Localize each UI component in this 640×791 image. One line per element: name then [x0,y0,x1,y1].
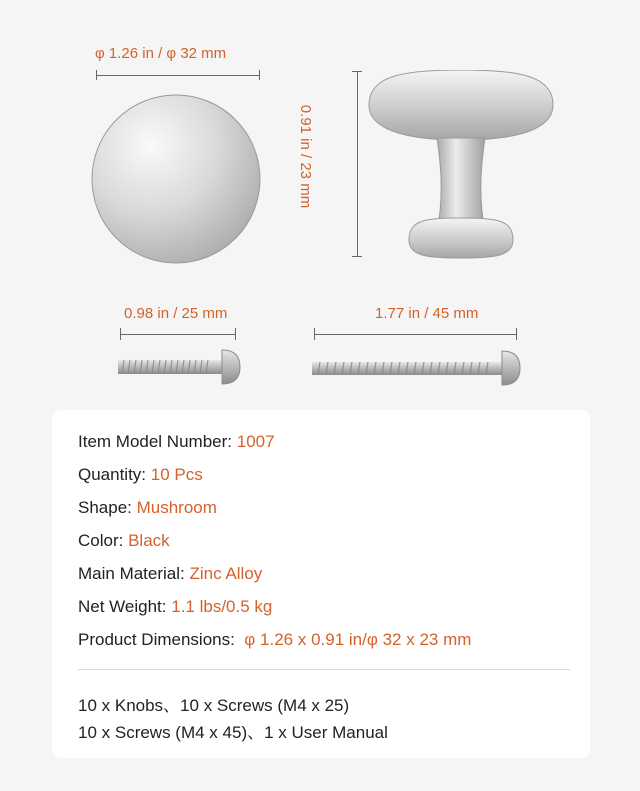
spec-dimensions: Product Dimensions: φ 1.26 x 0.91 in/φ 32 x 23 mm [78,630,472,649]
screw-long-image [312,350,522,386]
short-tick-right [235,328,236,340]
screw-short-image [118,348,242,386]
spec-card [52,410,590,758]
package-line-1: 10 x Knobs、10 x Screws (M4 x 25) [78,696,350,715]
screw-short-label: 0.98 in / 25 mm [124,305,228,322]
divider [78,669,570,670]
knob-diameter-label: φ 1.26 in / φ 32 mm [95,45,227,62]
screw-long-label: 1.77 in / 45 mm [375,305,479,322]
spec-quantity: Quantity: 10 Pcs [78,465,203,484]
long-tick-right [516,328,517,340]
spec-color: Color: Black [78,531,170,550]
height-line [357,71,358,257]
package-line-2: 10 x Screws (M4 x 45)、1 x User Manual [78,723,388,742]
diameter-line [96,75,260,76]
diameter-tick-right [259,70,260,80]
spec-model: Item Model Number: 1007 [78,432,275,451]
height-tick-bottom [352,256,362,257]
spec-material: Main Material: Zinc Alloy [78,564,263,583]
long-line [314,334,517,335]
knob-top-view [90,93,262,265]
knob-side-view [365,70,557,260]
knob-height-label: 0.91 in / 23 mm [297,104,315,209]
spec-weight: Net Weight: 1.1 lbs/0.5 kg [78,597,273,616]
spec-shape: Shape: Mushroom [78,498,217,517]
short-line [120,334,236,335]
